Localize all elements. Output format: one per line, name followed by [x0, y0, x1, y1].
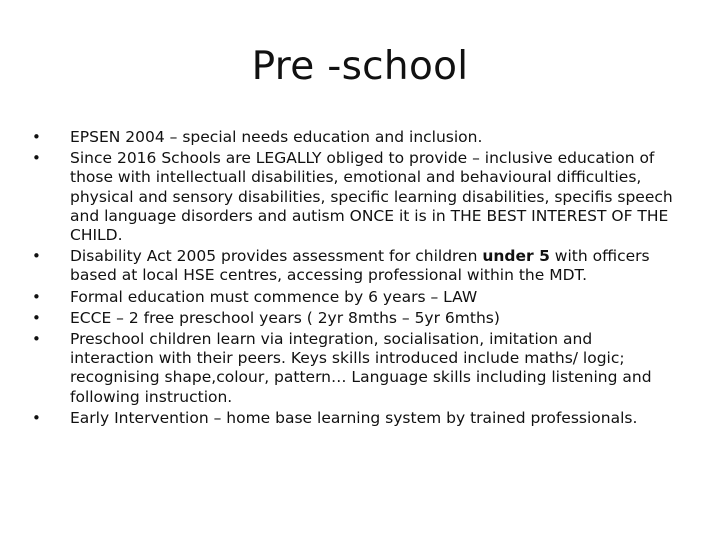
bullet-text: with officers based at local HSE centres, accessing professional within the MDT.: [70, 247, 650, 285]
bullet-text: Since 2016 Schools are LEGALLY obliged to provide – inclusive education of those with intellectuall disabilities, emotional and behavioural difficulties, physical and sensory disabilities, specific learning disabilities, specifis speech and language disorders and autism ONCE it is in THE BEST INTEREST OF THE CHILD.: [70, 149, 673, 245]
bullet-dot-icon: •: [32, 287, 41, 306]
bullet-dot-icon: •: [32, 128, 41, 146]
bullet-dot-icon: •: [32, 247, 41, 266]
bullet-dot-icon: •: [32, 308, 41, 327]
bullet-text: Early Intervention – home base learning system by trained professionals.: [70, 408, 638, 427]
bullet-item: [32, 330, 678, 407]
bullet-item: [32, 247, 678, 285]
bullet-text: Preschool children learn via integration, socialisation, imitation and interaction with their peers. Keys skills introduced include maths/ logic; recognising shape,colour, pattern… Language skills including listening and following instruction.: [70, 330, 652, 406]
bullet-dot-icon: •: [32, 408, 41, 427]
bullet-list: [32, 128, 678, 430]
bullet-item: [32, 149, 678, 245]
bullet-item: [32, 309, 678, 328]
bullet-text: ECCE – 2 free preschool years ( 2yr 8mths – 5yr 6mths): [70, 308, 500, 327]
bullet-text: Disability Act 2005 provides assessment for children: [70, 247, 483, 266]
bullet-item: [32, 128, 678, 147]
slide-title: Pre -school: [251, 44, 469, 89]
bullet-item: [32, 409, 678, 428]
bullet-text: Formal education must commence by 6 years – LAW: [70, 287, 478, 306]
bullet-dot-icon: •: [32, 330, 41, 349]
bullet-dot-icon: •: [32, 149, 41, 168]
bullet-bold-text: under 5: [482, 247, 550, 266]
bullet-item: [32, 288, 678, 307]
bullet-text: EPSEN 2004 – special needs education and inclusion.: [70, 128, 483, 146]
